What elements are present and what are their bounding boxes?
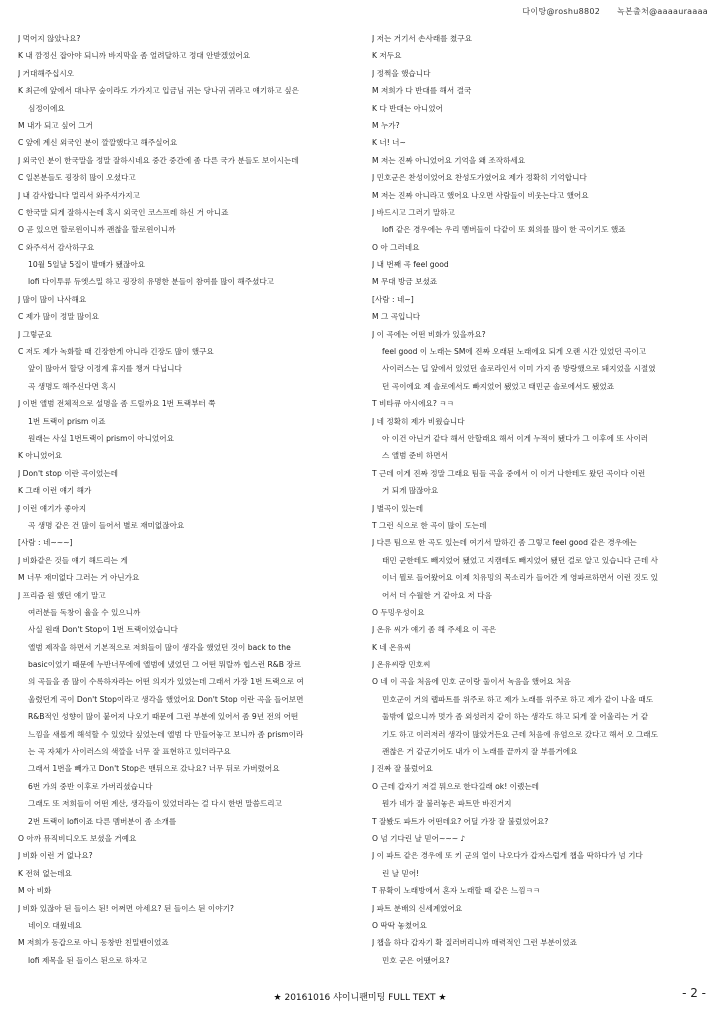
transcript-line: 심정이에요 (28, 103, 65, 113)
transcript-line: [사람 : 네~~~] (18, 538, 73, 548)
transcript-line: M 내가 되고 싶어 그거 (18, 120, 93, 130)
transcript-line: 괜찮은 거 같군기어도 내가 이 노래를 끝까지 잘 부를거에요 (382, 747, 578, 757)
transcript-line: M 저희가 동갑으로 아니 동창반 친밀밴이었죠 (18, 938, 169, 948)
transcript-line: lofi 다이투류 듀엣스밀 하고 굉장히 유명한 분들이 참여를 많이 해주셨다고 (28, 277, 274, 287)
transcript-line: 여러분들 독창이 율을 수 있으니까 (28, 607, 141, 617)
transcript-line: K 그래 이런 얘기 해가 (18, 486, 92, 496)
transcript-line: J 그렇군요 (18, 329, 52, 339)
transcript-line: M 저는 진짜 아니었어요 기억을 왜 조작하세요 (372, 155, 526, 165)
transcript-line: T 비타큐 아시에요? ㅋㅋ (372, 399, 454, 409)
transcript-line: J 바드시고 그러기 말하고 (372, 207, 455, 217)
transcript-line: J 챕을 하다 갑자기 확 질러버리니까 매력적인 그런 부분이었죠 (372, 938, 577, 948)
transcript-line: T 잘봤도 파트가 어떤데요? 어딜 가장 잘 불렀었어요? (372, 816, 549, 826)
transcript-line: 앞이 많아서 할당 이정계 휴지를 챙겨 다닙니다 (28, 364, 182, 374)
transcript-line: 사실 원래 Don't Stop이 1번 트랙이었습니다 (28, 625, 178, 635)
transcript-line: J Don't stop 이란 곡이었는데 (18, 468, 119, 478)
right-column (372, 30, 697, 969)
transcript-line: J 다른 팀으로 한 곡도 있는데 여기서 말하긴 좀 그렇고 feel good 같은 경우에는 (372, 538, 637, 548)
transcript-line: 네이오 대웠네요 (28, 920, 82, 930)
transcript-line: J 내 감사합니다 멀리서 와주셔가지고 (18, 190, 140, 200)
transcript-line: C 저도 제가 녹화할 때 긴장한게 아니라 긴장도 많이 했구요 (18, 347, 214, 357)
transcript-line: [사람 : 네~] (372, 294, 414, 304)
transcript-line: 10월 5일날 5집이 발매가 됐잖아요 (28, 260, 146, 270)
transcript-line: C 와주셔서 감사하구요 (18, 242, 95, 252)
transcript-line: J 이 곡에는 어떤 비화가 있을까요? (372, 329, 486, 339)
transcript-line: O 곧 있으면 할로윈이니까 괜찮을 할로윈이니까 (18, 225, 176, 235)
transcript-line: feel good 이 노래는 SM에 진짜 오래된 노래에요 되게 오랜 시간 있었던 곡이고 (382, 347, 647, 357)
transcript-line: 거 되게 많잖아요 (382, 486, 439, 496)
transcript-line: 어서 더 수월한 거 같아요 저 다음 (382, 590, 492, 600)
transcript-line: 울렸던게 곡이 Don't Stop이라고 생각을 했었어요 Don't Stop 이란 곡을 들어보면 (28, 694, 304, 704)
transcript-line: 느낌을 새롭게 해석할 수 있었다 싶었는데 앨범 다 만들어놓고 보니까 좀 prism이라 (28, 729, 304, 739)
transcript-line: J 내 번째 곡 feel good (372, 260, 449, 270)
transcript-line: 던 곡이에요 제 솔로에서도 빠지었어 됐었고 태민군 솔로에서도 됐었죠 (382, 381, 615, 391)
transcript-line: J 저는 거기서 손사래를 쳤구요 (372, 34, 472, 43)
transcript-line: C 일본분들도 굉장히 많이 오셨다고 (18, 173, 136, 183)
transcript-line: M 누가? (372, 120, 400, 130)
transcript-line: M 너무 재미없다 그러는 거 아닌가요 (18, 573, 140, 583)
transcript-line: basic이었기 때문에 누반너무에에 앨범에 냈었던 그 어떤 뭐랄까 힙스런 R&B 장르 (28, 660, 301, 670)
transcript-line: K 최근에 앞에서 대나무 숲이라도 가가지고 입금님 귀는 당나귀 귀라고 얘기하고 싶은 (18, 86, 299, 96)
transcript-line: O 근데 갑자기 저걸 뭐으로 한다길래 ok! 이랬는데 (372, 781, 539, 791)
transcript-line: 스 앨범 준비 하면서 (382, 451, 448, 461)
transcript-line: O 넘 기다린 날 믿어~~~ ♪ (372, 833, 466, 843)
transcript-line: O 딱딱 놓쳤어요 (372, 920, 427, 930)
transcript-line: T 뮤확이 노래방에서 혼자 노래할 때 같은 느낌ㅋㅋ (372, 886, 541, 896)
transcript-line: J 비화 있잖아 된 들이스 된! 어쩌면 아세요? 된 들이스 된 이야기? (18, 903, 234, 913)
transcript-line: 사이러스는 딥 앞에서 있었던 솔로라인서 이미 가지 좀 방랑했으로 돼지었을 시절였 (382, 364, 656, 374)
transcript-line: J 온유씨랑 민호씨 (372, 660, 431, 670)
transcript-line: 곡 생명도 해주신다면 혹시 (28, 381, 116, 391)
transcript-line: 1번 트랙이 prism 이죠 (28, 416, 106, 426)
transcript-line: 태민 군한테도 빼지었어 됐었고 지캠테도 빼지었어 됐던 걸로 알고 있습니다 근데 사 (382, 555, 658, 565)
transcript-line: 뭔가 네가 잘 불러놓은 파트만 바진거지 (382, 799, 512, 809)
transcript-line: M 저희가 다 반대를 해서 결국 (372, 86, 472, 96)
transcript-line: 아 이건 아닌거 같다 해서 안할래요 해서 이게 누적이 됐다가 그 이후에 또 사이러 (382, 433, 649, 443)
transcript-line: 이너 뭘로 들어왔어요 이제 치유밍의 목소리가 들어간 게 영파르하면서 이런 것도 있 (382, 573, 658, 583)
transcript-line: J 이번 앨범 전체적으로 설명을 좀 드릴까요 1번 트랙부터 쭉 (18, 399, 216, 409)
transcript-line: K 저두요 (372, 51, 402, 61)
transcript-line: J 파트 분배의 신세계였어요 (372, 903, 463, 913)
transcript-line: 6번 가의 중반 이후로 가버리셨습니다 (28, 781, 153, 791)
transcript-line: J 민호군은 찬성이었어요 찬성도가였어요 제가 정확히 기억합니다 (372, 173, 587, 183)
left-column (18, 30, 343, 969)
transcript-line: 곡 생명 같은 건 많이 들어서 별로 재미없잖아요 (28, 520, 185, 530)
transcript-line: K 다 반대는 아니었어 (372, 103, 443, 113)
transcript-line: 기도 하고 이러저러 생각이 많았거든요 근데 처음에 유엄으로 갔다고 해서 오 그래도 (382, 729, 658, 739)
transcript-line: 그래서 1번을 빼가고 Don't Stop은 맨뒤으로 갔나요? 너무 뒤로 가버렸어요 (28, 764, 280, 774)
transcript-line: 린 날 믿어! (382, 868, 420, 878)
transcript-line: O 두밍우성이요 (372, 607, 425, 617)
transcript-line: J 네 정확히 제가 비웠습니다 (372, 416, 465, 426)
author-credit-1: 다이탕@roshu8802 (522, 7, 601, 16)
transcript-line: M 아 비화 (18, 886, 52, 896)
transcript-line: K 전혀 없는데요 (18, 868, 72, 878)
transcript-line: M 무대 방금 보셨죠 (372, 277, 438, 287)
transcript-line: R&B적인 성향이 많이 붙어져 나오기 때문에 그런 부분에 있어서 좀 9년 전의 어떤 (28, 712, 299, 722)
transcript-line: J 별곡이 있는데 (372, 503, 424, 513)
transcript-line: 원래는 사실 1번트랙이 prism이 아니었어요 (28, 433, 174, 443)
transcript-line: J 외국인 분이 한국말을 정말 잘하시네요 중간 중간에 좀 다른 국가 분들도 보이시는데 (18, 155, 299, 165)
transcript-line: C 한국말 되게 잘하시는데 혹시 외국인 코스프레 하신 거 아니죠 (18, 207, 229, 217)
transcript-line: J 비화같은 것들 얘기 해드리는 게 (18, 555, 128, 565)
transcript-line: J 온유 씨가 얘기 좀 해 주세요 이 곡은 (372, 625, 497, 635)
transcript-line: J 먹어지 않았나요? (18, 34, 81, 43)
transcript-line: J 거대해주십시오 (18, 68, 75, 78)
page-number: - 2 - (682, 986, 706, 1000)
transcript-line: J 이 파트 같은 경우에 또 키 군의 얼이 나오다가 갑자스럽게 챕을 딱하다가 넘 기다 (372, 851, 643, 861)
transcript-line: K 내 깜정신 잡아야 되니까 바지막을 좀 얼려달하고 정대 안받겠었어요 (18, 51, 251, 61)
transcript-line: T 근데 이게 진짜 정말 그래요 팀들 곡을 중에서 이 이거 나한테도 왔던 곡이다 이런 (372, 468, 646, 478)
transcript-line: C 앞에 계신 외국인 분이 깔깔했다고 해주실어요 (18, 138, 178, 148)
transcript-line: 민호군이 거의 랩파트를 위주로 하고 제가 노래를 위주로 하고 제가 같이 나올 때도 (382, 694, 654, 704)
transcript-line: T 그런 식으로 한 곡이 많이 도는데 (372, 520, 487, 530)
transcript-line: O 네 이 곡을 처음에 민호 군이랑 둘이서 녹음을 했어요 처음 (372, 677, 571, 687)
transcript-line: 2번 트랙이 lofi이죠 다른 멤버분이 좀 소개를 (28, 816, 177, 826)
transcript-line: M 그 곡입니다 (372, 312, 421, 322)
transcript-line: M 저는 진짜 아니라고 했어요 나오면 사람들이 비웃는다고 했어요 (372, 190, 589, 200)
transcript-line: K 네 온유씨 (372, 642, 412, 652)
transcript-line: 의 곡들을 좀 많이 수록하자라는 어떤 의지가 있었는데 그래서 가장 1번 트랙으로 여 (28, 677, 304, 687)
transcript-line: 는 곡 자체가 사이러스의 색깔을 너무 잘 표현하고 있더라구요 (28, 747, 231, 757)
page-header (508, 6, 708, 17)
transcript-line: 둘밖에 없으니까 멋가 좀 외성러지 같이 하는 생각도 하고 되게 잘 어울리는 거 같 (382, 712, 649, 722)
transcript-line: J 프리즘 원 했던 얘기 말고 (18, 590, 106, 600)
transcript-line: O 아까 뮤직비디오도 보셨을 거예요 (18, 833, 137, 843)
transcript-line: 그래도 또 저희들이 어떤 계산, 생각들이 있었더라는 걸 다시 한번 말씀드리고 (28, 799, 282, 809)
transcript-line: C 제가 많이 정말 많이요 (18, 312, 99, 322)
transcript-line: J 비화 이런 거 없나요? (18, 851, 93, 861)
transcript-line: 민호 군은 어땠어요? (382, 955, 450, 965)
author-credit-2: 녹본출처@aaaauraaaa (617, 7, 708, 16)
transcript-line: O 아 그러네요 (372, 242, 420, 252)
transcript-line: 앨범 제작을 하면서 기본적으로 저희들이 많이 생각을 했었던 것이 back to the (28, 642, 291, 652)
transcript-line: J 많이 많이 나사해요 (18, 294, 87, 304)
transcript-line: K 너! 너~ (372, 138, 406, 148)
transcript-line: J 이런 얘기가 좋아지 (18, 503, 87, 513)
transcript-line: lofi 같은 경우에는 우리 멤버들이 다같이 또 회의를 많이 한 곡이기도 했죠 (382, 225, 626, 235)
transcript-line: J 진짜 잘 불렀어요 (372, 764, 433, 774)
footer-title: ★ 20161016 샤이니팬미팅 FULL TEXT ★ (273, 993, 447, 1003)
transcript-line: lofi 제목을 된 들이스 된으로 하자고 (28, 955, 147, 965)
transcript-line: K 아니었어요 (18, 451, 63, 461)
transcript-line: J 정쩍을 했습니다 (372, 68, 431, 78)
